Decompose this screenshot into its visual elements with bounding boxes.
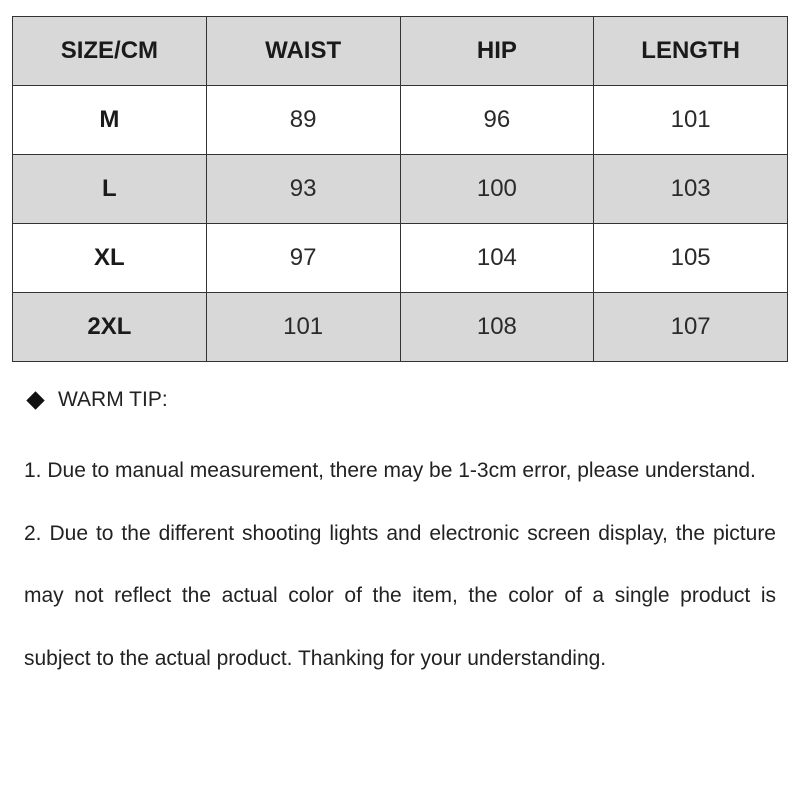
size-chart-table — [12, 16, 788, 362]
warm-tip-heading — [24, 388, 168, 412]
hip-cell: 100 — [400, 155, 594, 224]
size-cell: M — [13, 86, 207, 155]
length-cell: 101 — [594, 86, 788, 155]
table-row — [13, 224, 788, 293]
tip-item-2: 2. Due to the different shooting lights and electronic screen display, the picture may not reflect the actual color of the item, the color of a single product is subject to the actual product. Thanking for your understanding. — [24, 521, 776, 670]
header-hip: HIP — [400, 17, 594, 86]
waist-cell: 89 — [206, 86, 400, 155]
header-length: LENGTH — [594, 17, 788, 86]
waist-cell: 97 — [206, 224, 400, 293]
waist-cell: 101 — [206, 293, 400, 362]
hip-cell: 96 — [400, 86, 594, 155]
table-row — [13, 86, 788, 155]
tip-item-1: 1. Due to manual measurement, there may be 1-3cm error, please understand. — [24, 459, 756, 482]
length-cell: 105 — [594, 224, 788, 293]
warm-tip-label: WARM TIP: — [58, 388, 168, 411]
size-cell: 2XL — [13, 293, 207, 362]
size-cell: L — [13, 155, 207, 224]
length-cell: 103 — [594, 155, 788, 224]
table-header-row — [13, 17, 788, 86]
length-cell: 107 — [594, 293, 788, 362]
waist-cell: 93 — [206, 155, 400, 224]
hip-cell: 104 — [400, 224, 594, 293]
size-cell: XL — [13, 224, 207, 293]
header-size: SIZE/CM — [13, 17, 207, 86]
hip-cell: 108 — [400, 293, 594, 362]
header-waist: WAIST — [206, 17, 400, 86]
table-row — [13, 155, 788, 224]
diamond-icon — [26, 391, 44, 409]
warm-tip-body — [24, 440, 776, 690]
table-row — [13, 293, 788, 362]
